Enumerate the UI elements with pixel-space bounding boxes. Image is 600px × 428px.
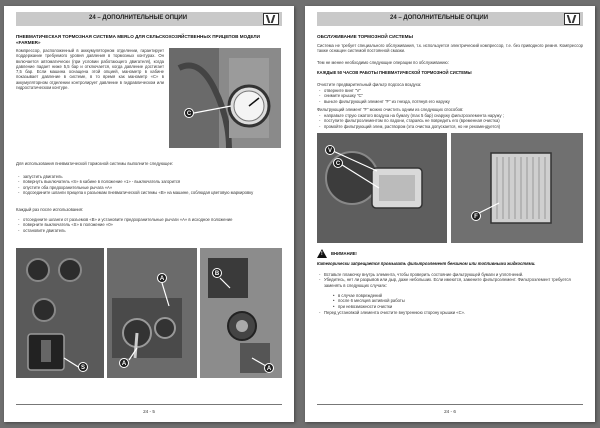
manometer-illustration [169, 48, 281, 148]
list-item: • после 6 месяцев активной работы [333, 298, 581, 303]
filter-cover-photo [317, 133, 447, 243]
right-page [305, 6, 595, 422]
list-item: - запустить двигатель [18, 174, 280, 179]
warning-block [317, 249, 377, 259]
callout-s: S [78, 362, 88, 372]
section-title: ПНЕВМАТИЧЕСКАЯ ТОРМОЗНАЯ СИСТЕМА MERLO ДЛЯ СЕЛЬСКОХОЗЯЙСТВЕННЫХ ПРИЦЕПОВ МОДЕЛИ «FARMER» [16, 34, 260, 45]
filter-cover-illustration [317, 133, 447, 243]
element-steps [319, 113, 581, 129]
page-header [317, 12, 583, 26]
filter-element-illustration [451, 133, 583, 243]
list-item: - промойте фильтрующий элем, раствором (эта очистка допускается, но не рекомендуется) [319, 124, 581, 129]
list-item: - отверните винт "V" [319, 88, 581, 93]
list-item: - снимите крышку "C" [319, 93, 581, 98]
list-item: - остановите двигатель [18, 228, 280, 233]
footer-rule [317, 404, 583, 405]
page-number: 24 - 5 [143, 409, 155, 414]
list-item: - отсоедините шланги от разъемов «B» и установите предохранительные рычаги «A» в исходное положение [18, 217, 280, 222]
list-item: - Вставьте пламочку внутрь элемента, чтобы проверить состояние фильтрующей бумаги и уплотнений. [319, 272, 581, 277]
list-item: - выньте фильтрующий элемент "F" из гнезда, потянув его наружу [319, 99, 581, 104]
filter-element-photo [451, 133, 583, 243]
connector-photo [200, 248, 282, 378]
list-intro: Тем не менее необходимо следующие операции по обслуживанию: [317, 60, 449, 65]
after-intro: Каждый раз после использования: [16, 207, 84, 212]
after-steps-list [18, 217, 280, 233]
list-item: - поступите фильтроэлементом по ладони, стараясь не повредить его (временная очистка) [319, 118, 581, 123]
merlo-logo-icon [564, 13, 580, 25]
list-item: - повернуть выключатель «S» в кабине в положение «1» - выключатель загорится [18, 179, 280, 184]
list-item: - подсоедините шланги прицепа к разъемам пневматической системы «B» на машине, соблюдая цветовую маркировку [18, 190, 280, 195]
switch-photo [16, 248, 104, 378]
header-title: 24 – ДОПОЛНИТЕЛЬНЫЕ ОПЦИИ [389, 15, 489, 21]
list-item: • при невозможности очистки [333, 304, 581, 309]
element-intro: Фильтрующий элемент "F" можно очистить одним из следующих способов: [317, 107, 464, 112]
list-item: - опустите оба предохранительные рычага «A» [18, 185, 280, 190]
callout-f: F [471, 211, 481, 221]
prefilter-steps [319, 88, 581, 104]
callout-a: A [264, 363, 274, 373]
lever-photo [107, 248, 197, 378]
use-steps-list [18, 174, 280, 195]
list-item: - Убедитесь, нет ли разрывов или дыр, даже небольших. Если имеются, замените фильтроэлемент. Фильтроэлемент требуется заменять в следующих случаях: [319, 277, 581, 288]
prefilter-intro: Очистите предварительный фильтр подсоса воздуха: [317, 82, 422, 87]
merlo-logo-icon [263, 13, 279, 25]
footer-rule [16, 404, 282, 405]
warning-label: ВНИМАНИЕ! [331, 251, 357, 256]
callout-c: C [184, 108, 194, 118]
warning-icon: ! [317, 249, 327, 258]
section-title: ОБСЛУЖИВАНИЕ ТОРМОЗНОЙ СИСТЕМЫ [317, 34, 413, 39]
connector-illustration [200, 248, 282, 378]
intro-paragraph: Система не требует специального обслуживания, т.к. используется электрический компрессор, т.е. без приводного ремня. Компрессор также оснащен системой постоянной смазки. [317, 43, 583, 54]
manometer-photo [169, 48, 281, 148]
left-page [4, 6, 294, 422]
list-item: - Перед установкой элемента очистите внутреннюю сторону крышки «C». [319, 310, 581, 315]
callout-b: B [212, 268, 222, 278]
list-item: • в случае повреждений [333, 293, 581, 298]
last-step-list [319, 310, 581, 315]
intro-paragraph: Компрессор, расположенный в акккумуляторном отделении, гарантирует поддержание требуемого уровня давления в тормозных контурах. Он включается автоматически (при условии работающего двигателя), когда давление падает ниже 5,5 бар и отключается, когда давление достигает 7,5 бар. Если машина оснащена этой опцией, манометр в кабине показывает давление в системе, в то время как манометр «C» в аккумуляторном отделении контролирует давление в гидравлическом или гидростатическом контуре. [16, 48, 164, 91]
page-header [16, 12, 282, 26]
list-item: - поверните выключатель «S» в положение «0» [18, 222, 280, 227]
warning-text: Категорически запрещается промывать фильтроэлемент бензином или топливными жидкостями. [317, 261, 536, 266]
callout-a: A [119, 358, 129, 368]
use-intro: Для использования пневматической тормозной системы выполните следующее: [16, 161, 174, 166]
header-title: 24 – ДОПОЛНИТЕЛЬНЫЕ ОПЦИИ [88, 15, 188, 21]
callout-a: A [157, 273, 167, 283]
interval-heading: КАЖДЫЕ 50 ЧАСОВ РАБОТЫ ПНЕВМАТИЧЕСКОЙ ТОРМОЗНОЙ СИСТЕМЫ [317, 70, 472, 75]
page-number: 24 - 6 [444, 409, 456, 414]
switch-illustration [16, 248, 104, 378]
callout-v: V [325, 145, 335, 155]
callout-c: C [333, 158, 343, 168]
replace-cases [319, 293, 581, 309]
final-steps [319, 272, 581, 288]
list-item: - направьте струю сжатого воздуха на бумагу (max 5 бар) снаружу фильтроэлемента наружу ; [319, 113, 581, 118]
